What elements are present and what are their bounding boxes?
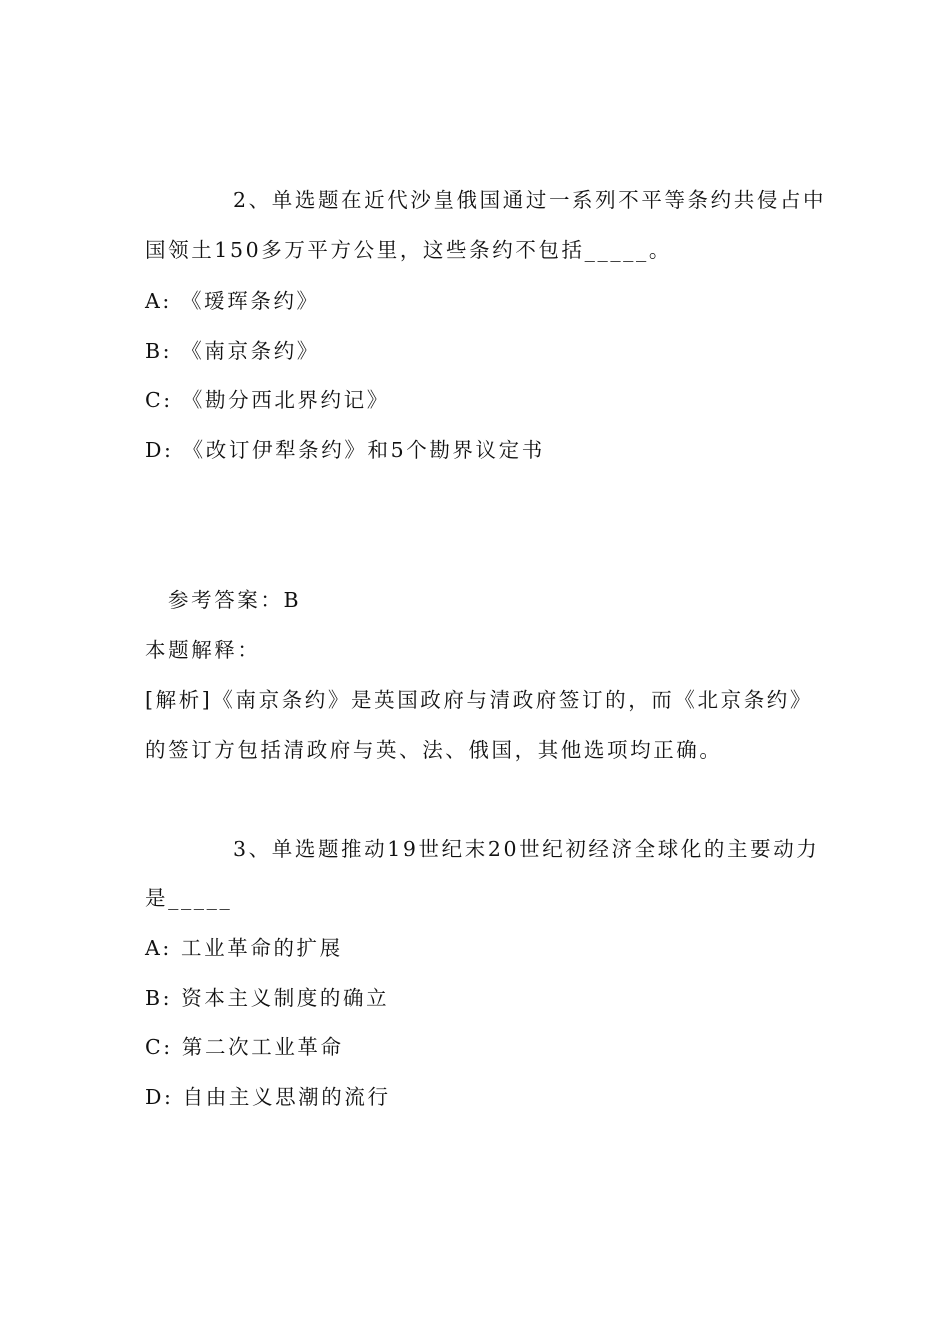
question-2-option-d [145, 436, 545, 464]
option-letter: D: [145, 1085, 174, 1109]
question-3-option-c [145, 1033, 344, 1061]
question-2-explanation-title: 本题解释： [145, 638, 261, 662]
question-2-option-c [145, 386, 390, 414]
option-letter: D: [145, 438, 174, 462]
option-letter: B: [145, 339, 173, 363]
option-text: 《瑷珲条约》 [181, 289, 320, 313]
question-3-stem-line-1: 3、单选题推动19世纪末20世纪初经济全球化的主要动力 [233, 837, 820, 861]
option-letter: C: [145, 388, 173, 412]
question-2-answer [168, 586, 301, 614]
question-2-stem-line-1: 2、单选题在近代沙皇俄国通过一系列不平等条约共侵占中 [233, 188, 827, 212]
question-2-stem-line-2: 国领土150多万平方公里，这些条约不包括_____。 [145, 238, 672, 262]
question-2-explanation-line-1: [解析]《南京条约》是英国政府与清政府签订的，而《北京条约》 [145, 688, 813, 712]
option-text: 《南京条约》 [181, 339, 320, 363]
option-letter: B: [145, 986, 173, 1010]
question-3-option-d [145, 1083, 391, 1111]
answer-value: B [283, 588, 302, 612]
option-text: 《勘分西北界约记》 [181, 388, 390, 412]
question-2-option-b [145, 337, 320, 365]
option-text: 《改订伊犁条约》和5个勘界议定书 [182, 438, 545, 462]
option-letter: A: [145, 289, 172, 313]
option-letter: A: [145, 936, 172, 960]
question-3-option-b [145, 984, 389, 1012]
question-3-option-a [145, 934, 343, 962]
question-3-stem-line-2: 是_____ [145, 886, 233, 910]
option-text: 自由主义思潮的流行 [182, 1085, 391, 1109]
question-2-explanation-line-2: 的签订方包括清政府与英、法、俄国，其他选项均正确。 [145, 738, 723, 762]
option-letter: C: [145, 1035, 173, 1059]
question-2-option-a [145, 287, 320, 315]
option-text: 资本主义制度的确立 [181, 986, 390, 1010]
option-text: 工业革命的扩展 [181, 936, 343, 960]
option-text: 第二次工业革命 [181, 1035, 344, 1059]
answer-label: 参考答案： [168, 588, 284, 612]
